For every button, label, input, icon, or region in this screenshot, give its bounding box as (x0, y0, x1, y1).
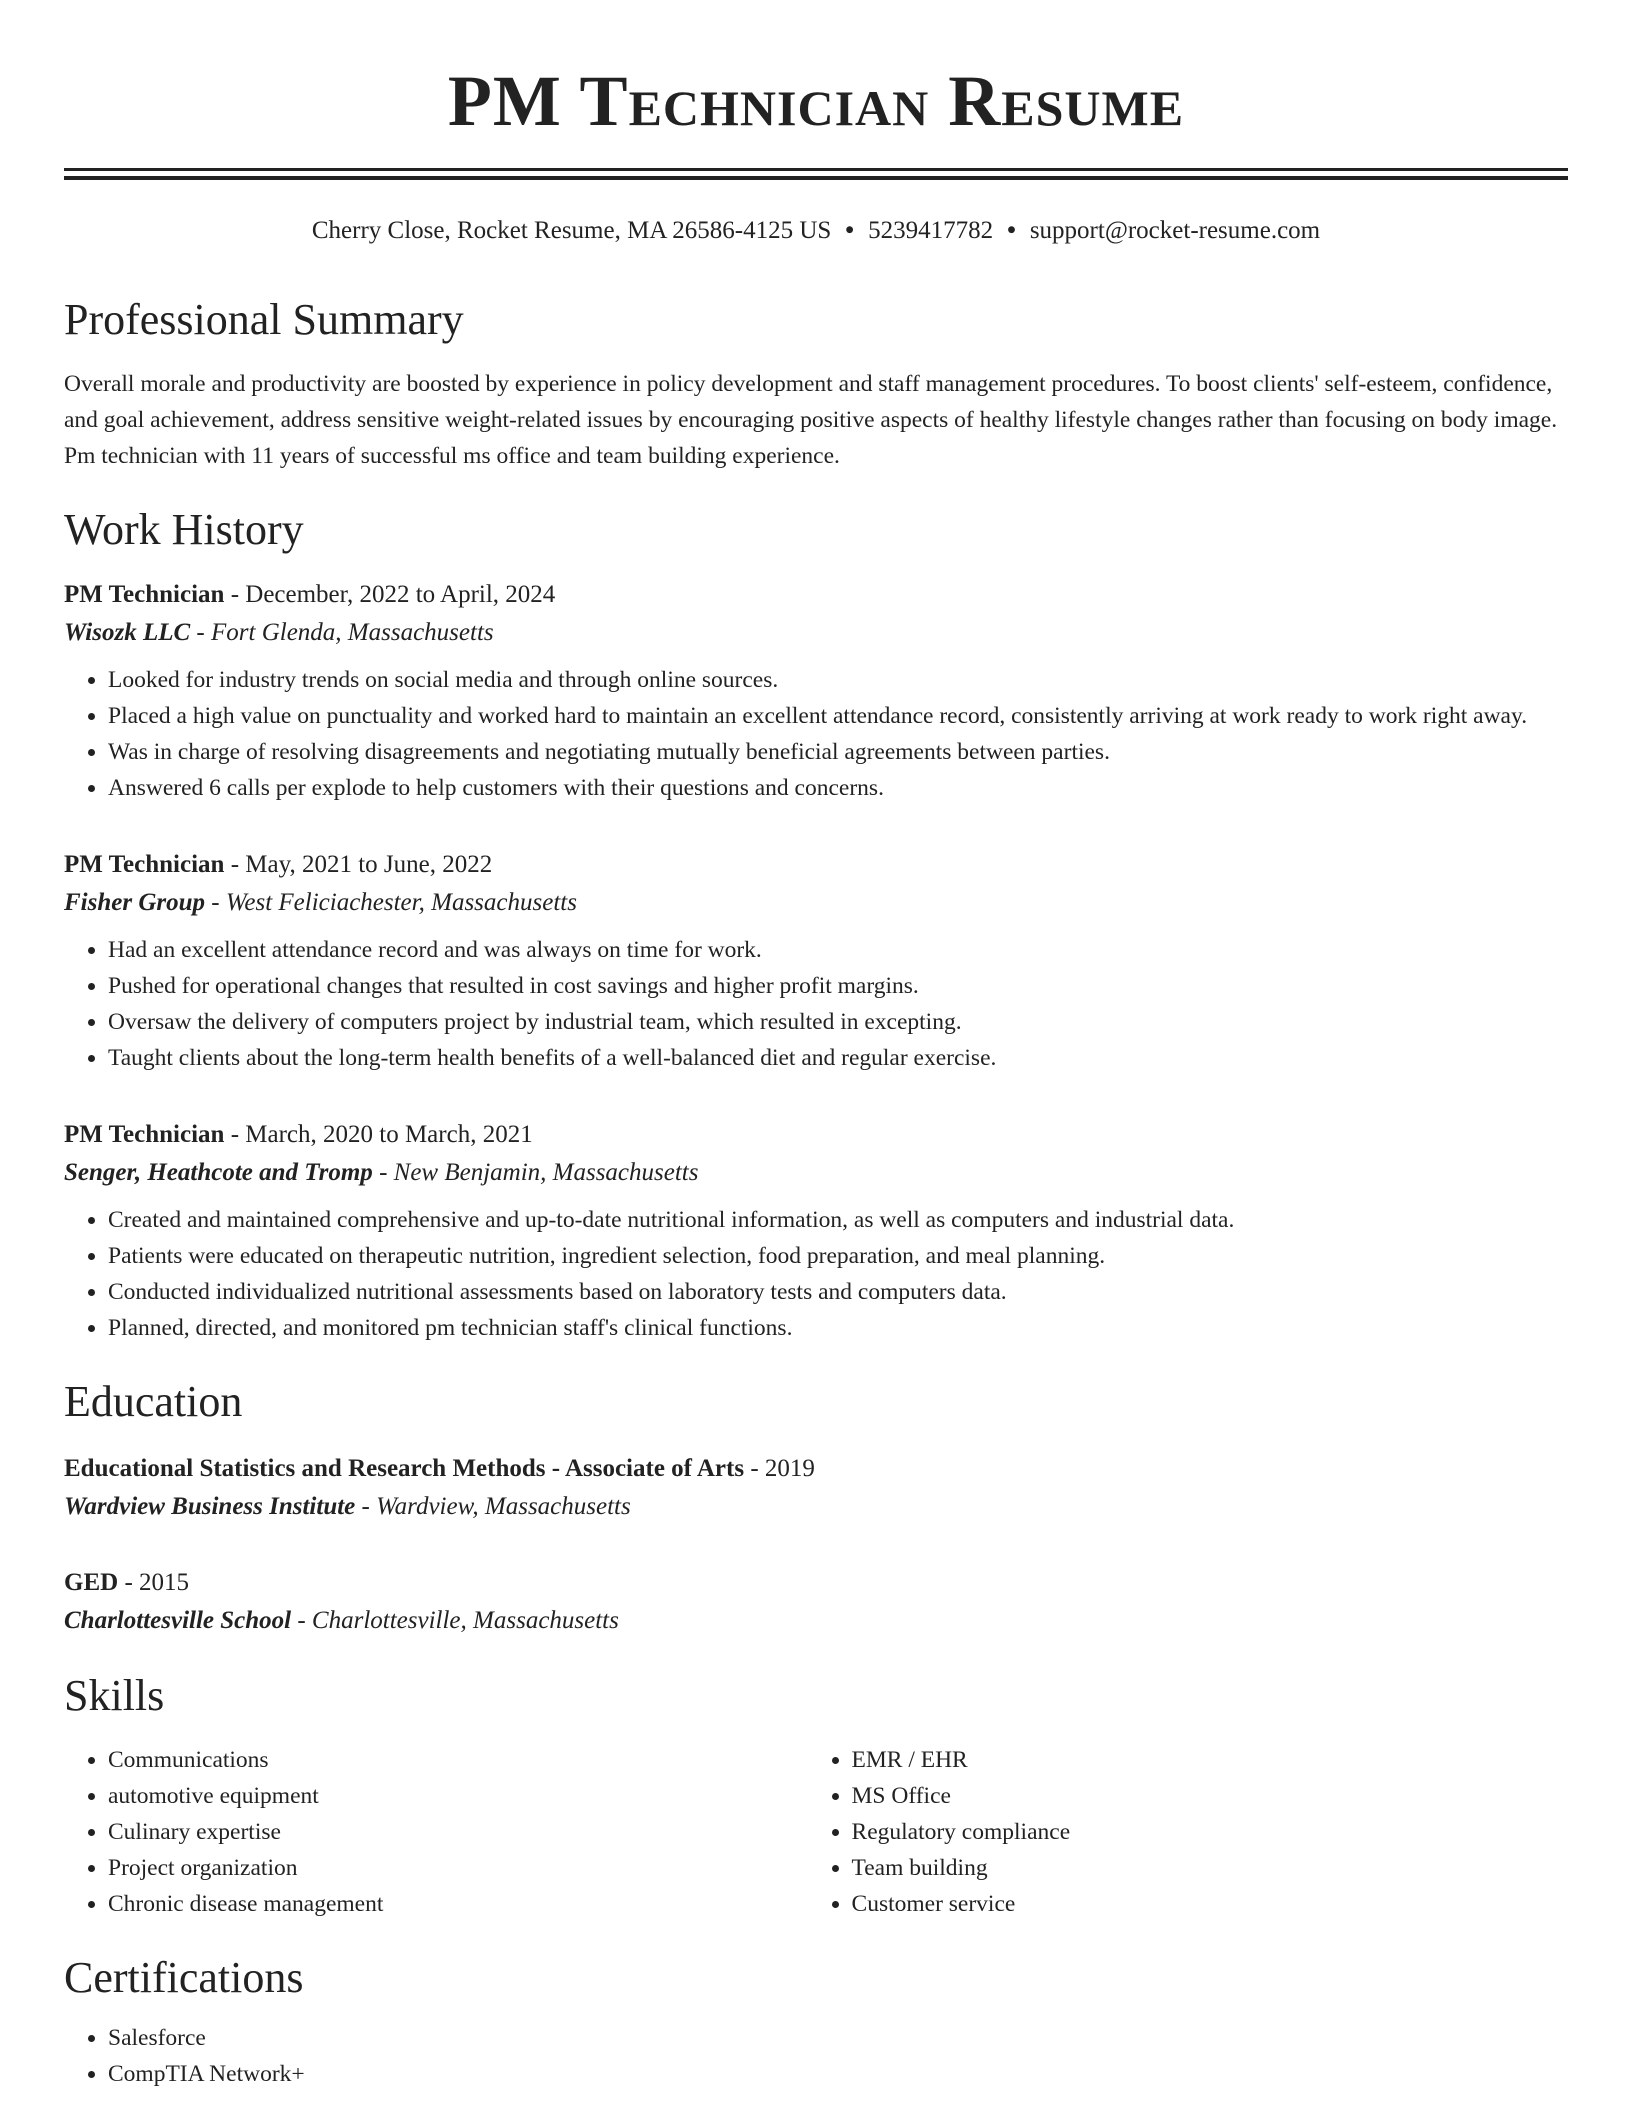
job-title: PM Technician (64, 851, 225, 878)
job-bullet: • Created and maintained comprehensive and up-to-date nutritional information, as well as computers and industrial data. (108, 1202, 1568, 1238)
education-degree: GED (64, 1569, 119, 1596)
job-location: - West Feliciachester, Massachusetts (205, 889, 577, 916)
contact-separator: • (1007, 217, 1016, 244)
education-header (64, 1564, 1568, 1602)
summary-heading: Professional Summary (64, 295, 464, 344)
title-divider-bottom (64, 176, 1568, 180)
title-divider-top (64, 168, 1568, 171)
skill-item: • Chronic disease management (108, 1886, 808, 1922)
education-section (64, 1370, 1568, 1640)
education-school: Wardview Business Institute (64, 1493, 356, 1520)
resume-content (64, 288, 1568, 2092)
job-employer (64, 1154, 1568, 1192)
job-bullet: • Was in charge of resolving disagreements and negotiating mutually beneficial agreements between parties. (108, 734, 1568, 770)
education-location: - Charlottesville, Massachusetts (291, 1607, 619, 1634)
certifications-section (64, 1946, 1568, 2092)
education-heading: Education (64, 1377, 243, 1426)
contact-email: support@rocket-resume.com (1029, 217, 1321, 244)
skill-item: • Customer service (852, 1886, 1568, 1922)
contact-phone: 5239417782 (868, 217, 994, 244)
skill-item: • Project organization (108, 1850, 808, 1886)
job-title: PM Technician (64, 581, 225, 608)
job-employer (64, 614, 1568, 652)
job-location: - New Benjamin, Massachusetts (372, 1159, 699, 1186)
job-bullet: • Taught clients about the long-term health benefits of a well-balanced diet and regular exercise. (108, 1040, 1568, 1076)
job-company: Fisher Group (64, 889, 206, 916)
job-dates: - March, 2020 to March, 2021 (224, 1121, 533, 1148)
education-entry (64, 1450, 1568, 1526)
summary-text: Overall morale and productivity are boosted by experience in policy development and staff management procedures. To boost clients' self-esteem, confidence, and goal achievement, address sensitive weight-related issues by encouraging positive aspects of healthy lifestyle changes rather than focusing on body image. Pm technician with 11 years of successful ms office and team building experience. (64, 371, 1558, 469)
job-location: - Fort Glenda, Massachusetts (190, 619, 494, 646)
certifications-heading: Certifications (64, 1953, 304, 2002)
education-year: - 2019 (744, 1455, 815, 1482)
job-bullets (64, 662, 1568, 806)
summary-section (64, 288, 1568, 474)
job-entry (64, 576, 1568, 806)
job-header (64, 576, 1568, 614)
job-entry (64, 1116, 1568, 1346)
skill-item: • Communications (108, 1742, 808, 1778)
job-header (64, 846, 1568, 884)
skills-heading: Skills (64, 1671, 165, 1720)
job-employer (64, 884, 1568, 922)
job-header (64, 1116, 1568, 1154)
certification-item: • Salesforce (108, 2020, 1568, 2056)
job-bullet: • Placed a high value on punctuality and worked hard to maintain an excellent attendance record, consistently arriving at work ready to work right away. (108, 698, 1568, 734)
job-bullet: • Looked for industry trends on social media and through online sources. (108, 662, 1568, 698)
education-institution (64, 1488, 1568, 1526)
skill-item: • EMR / EHR (852, 1742, 1568, 1778)
contact-line (64, 214, 1568, 248)
job-bullet: • Oversaw the delivery of computers project by industrial team, which resulted in excepting. (108, 1004, 1568, 1040)
job-bullet: • Answered 6 calls per explode to help customers with their questions and concerns. (108, 770, 1568, 806)
job-company: Senger, Heathcote and Tromp (64, 1159, 373, 1186)
job-bullets (64, 1202, 1568, 1346)
skill-item: • automotive equipment (108, 1778, 808, 1814)
job-bullet: • Had an excellent attendance record and was always on time for work. (108, 932, 1568, 968)
job-bullets (64, 932, 1568, 1076)
job-company: Wisozk LLC (64, 619, 191, 646)
education-header (64, 1450, 1568, 1488)
education-school: Charlottesville School (64, 1607, 292, 1634)
resume-title: PM Technician Resume (447, 61, 1185, 141)
job-bullet: • Conducted individualized nutritional assessments based on laboratory tests and computers data. (108, 1274, 1568, 1310)
education-entry (64, 1564, 1568, 1640)
job-dates: - December, 2022 to April, 2024 (224, 581, 556, 608)
work-history-heading: Work History (64, 505, 304, 554)
job-bullet: • Pushed for operational changes that resulted in cost savings and higher profit margins. (108, 968, 1568, 1004)
skill-item: • Team building (852, 1850, 1568, 1886)
skills-list-left (64, 1742, 808, 1922)
certifications-list (64, 2020, 1568, 2092)
job-dates: - May, 2021 to June, 2022 (224, 851, 493, 878)
job-title: PM Technician (64, 1121, 225, 1148)
job-bullet: • Patients were educated on therapeutic nutrition, ingredient selection, food preparation, and meal planning. (108, 1238, 1568, 1274)
job-entry (64, 846, 1568, 1076)
certification-item: • CompTIA Network+ (108, 2056, 1568, 2092)
work-history-section (64, 498, 1568, 1346)
skills-list-right (808, 1742, 1568, 1922)
contact-address: Cherry Close, Rocket Resume, MA 26586-4125 US (311, 217, 832, 244)
skill-item: • Regulatory compliance (852, 1814, 1568, 1850)
job-bullet: • Planned, directed, and monitored pm technician staff's clinical functions. (108, 1310, 1568, 1346)
skills-columns (64, 1742, 1568, 1922)
education-location: - Wardview, Massachusetts (355, 1493, 631, 1520)
education-institution (64, 1602, 1568, 1640)
skills-section (64, 1664, 1568, 1922)
skill-item: • MS Office (852, 1778, 1568, 1814)
skill-item: • Culinary expertise (108, 1814, 808, 1850)
contact-separator: • (845, 217, 855, 244)
education-year: - 2015 (118, 1569, 190, 1596)
education-degree: Educational Statistics and Research Methods - Associate of Arts (64, 1455, 745, 1482)
